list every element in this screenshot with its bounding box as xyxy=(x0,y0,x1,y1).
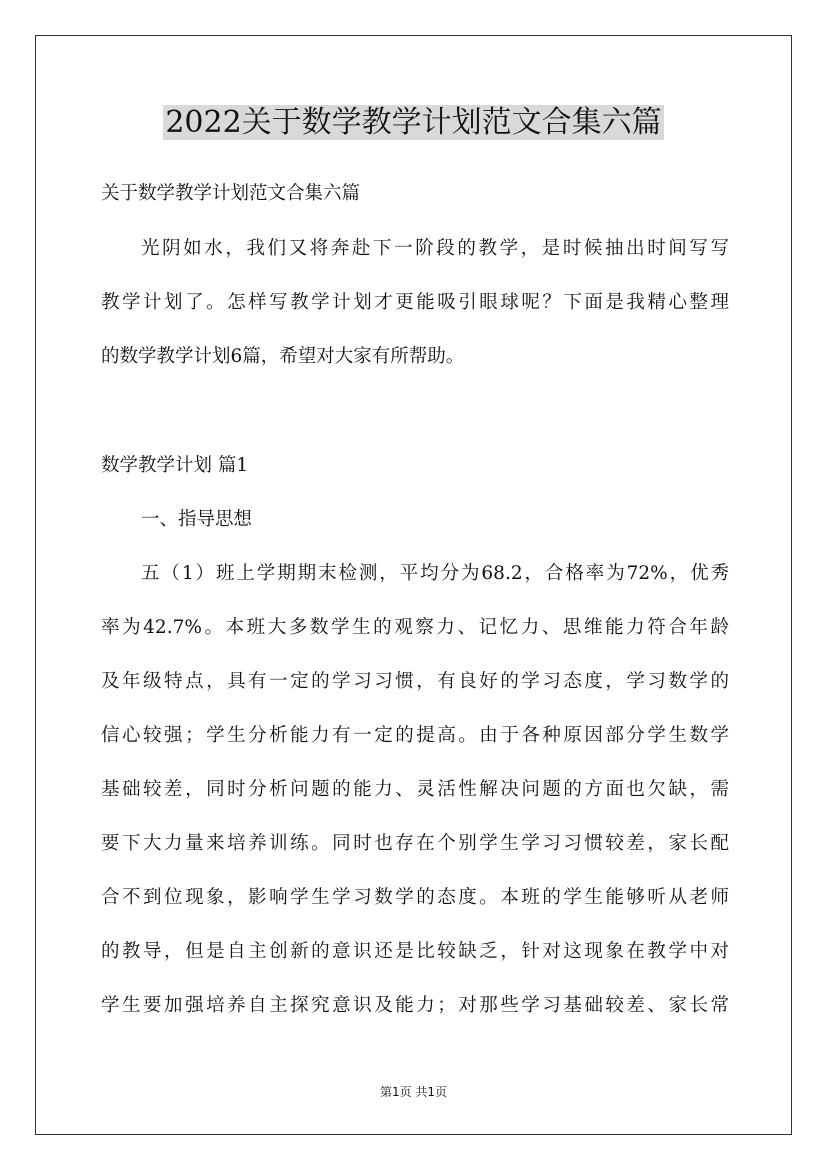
body-line: 率为42.7%。本班大多数学生的观察力、记忆力、思维能力符合年龄 xyxy=(101,617,729,638)
body-line: 要下大力量来培养训练。同时也存在个别学生学习习惯较差，家长配 xyxy=(101,833,729,854)
body-line: 合不到位现象，影响学生学习数学的态度。本班的学生能够听从老师 xyxy=(101,887,729,908)
page-footer: 第1页 共1页 xyxy=(379,1085,448,1099)
body-line: 的教导，但是自主创新的意识还是比较缺乏，针对这现象在教学中对 xyxy=(101,941,729,962)
document-title xyxy=(0,103,827,143)
body-line: 基础较差，同时分析问题的能力、灵活性解决问题的方面也欠缺，需 xyxy=(101,779,729,800)
section-heading: 数学教学计划 篇1 xyxy=(101,455,249,476)
body-line: 学生要加强培养自主探究意识及能力；对那些学习基础较差、家长常 xyxy=(101,995,729,1016)
document-title-text: 2022关于数学教学计划范文合集六篇 xyxy=(165,105,662,140)
intro-line: 的数学教学计划6篇，希望对大家有所帮助。 xyxy=(101,346,465,367)
subsection-heading: 一、指导思想 xyxy=(141,509,253,530)
intro-line: 光阴如水，我们又将奔赴下一阶段的教学，是时候抽出时间写写 xyxy=(141,238,729,259)
body-line: 及年级特点，具有一定的学习习惯，有良好的学习态度，学习数学的 xyxy=(101,671,729,692)
body-line: 信心较强；学生分析能力有一定的提高。由于各种原因部分学生数学 xyxy=(101,725,729,746)
document-subtitle: 关于数学教学计划范文合集六篇 xyxy=(101,183,361,204)
body-line: 五（1）班上学期期末检测，平均分为68.2，合格率为72%，优秀 xyxy=(141,563,729,584)
intro-line: 教学计划了。怎样写教学计划才更能吸引眼球呢？下面是我精心整理 xyxy=(101,292,729,313)
